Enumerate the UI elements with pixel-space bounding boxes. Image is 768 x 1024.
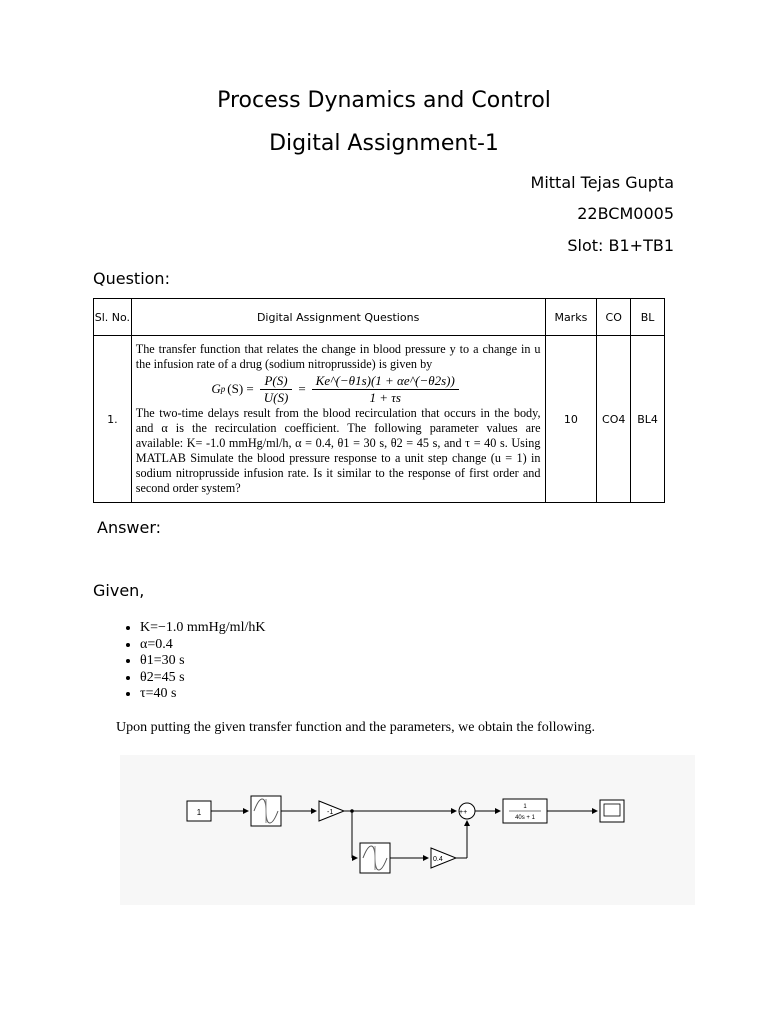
col-co: CO: [597, 299, 631, 336]
question-label: Question:: [93, 269, 170, 288]
simulink-block-diagram: [120, 755, 695, 905]
cell-sl: 1.: [94, 336, 132, 503]
tf-numerator: 1: [523, 804, 527, 810]
question-table: [93, 298, 665, 503]
col-bl: BL: [631, 299, 665, 336]
gain-1-value: -1: [327, 809, 334, 816]
cell-bl: BL4: [631, 336, 665, 503]
author-name: Mittal Tejas Gupta: [530, 173, 674, 192]
cell-marks: 10: [545, 336, 597, 503]
gain-2-value: 0.4: [433, 856, 443, 863]
eq-f2-num: Ke^(−θ1s)(1 + αe^(−θ2s)): [312, 373, 459, 390]
reg-number: 22BCM0005: [577, 204, 674, 223]
given-label: Given,: [93, 581, 145, 600]
doc-title: Process Dynamics and Control: [217, 88, 551, 113]
eq-fraction-1: [260, 373, 293, 406]
table-header-row: [94, 299, 665, 336]
list-item: • τ=40 s: [140, 686, 265, 703]
col-marks: Marks: [545, 299, 597, 336]
list-item: • θ1=30 s: [140, 653, 265, 670]
list-item: • α=0.4: [140, 637, 265, 654]
block-diagram-svg: [120, 755, 695, 905]
table-row: [94, 336, 665, 503]
sum-signs: ++: [459, 809, 468, 816]
transfer-function-equation: [132, 372, 545, 406]
eq-f2-den: 1 + τs: [369, 389, 401, 405]
eq-fraction-2: [312, 373, 459, 406]
eq-lhs: G: [211, 381, 221, 396]
question-intro: The transfer function that relates the change in blood pressure y to a change in u the infusion rate of a drug (sodium nitroprusside) is given by: [135, 342, 541, 371]
answer-label: Answer:: [97, 518, 162, 537]
list-item: • K=−1.0 mmHg/ml/hK: [140, 620, 265, 637]
scope-screen-icon: [604, 804, 620, 816]
col-questions: Digital Assignment Questions: [131, 299, 545, 336]
col-sl-no: Sl. No.: [94, 299, 132, 336]
tf-denominator: 40s + 1: [515, 815, 535, 821]
question-body: The two-time delays result from the blood recirculation that occurs in the body, and α is the recirculation coefficient. The following parameter values are available: K= -1.0 mmHg/ml/h, α = 0.4, θ1 = 30 s, θ2 = 45 s, and τ = 40 s. Using MATLAB Simulate the blood pressure response to a unit step change (u = 1) in sodium nitroprusside infusion rate. Is it similar to the response of first order and second order system?: [135, 406, 541, 495]
doc-subtitle: Digital Assignment-1: [269, 131, 499, 156]
eq-lhs-sub: p: [220, 384, 226, 394]
eq-lhs-arg: (S) =: [227, 381, 254, 396]
constant-value: 1: [196, 808, 202, 817]
eq-f1-num: P(S): [260, 373, 291, 390]
eq-equals: =: [298, 381, 306, 396]
given-list: [116, 620, 265, 703]
slot-info: Slot: B1+TB1: [567, 236, 674, 255]
explanation-paragraph: Upon putting the given transfer function and the parameters, we obtain the following.: [116, 720, 595, 735]
eq-f1-den: U(S): [263, 389, 289, 405]
cell-question: [131, 336, 545, 503]
list-item: • θ2=45 s: [140, 670, 265, 687]
cell-co: CO4: [597, 336, 631, 503]
